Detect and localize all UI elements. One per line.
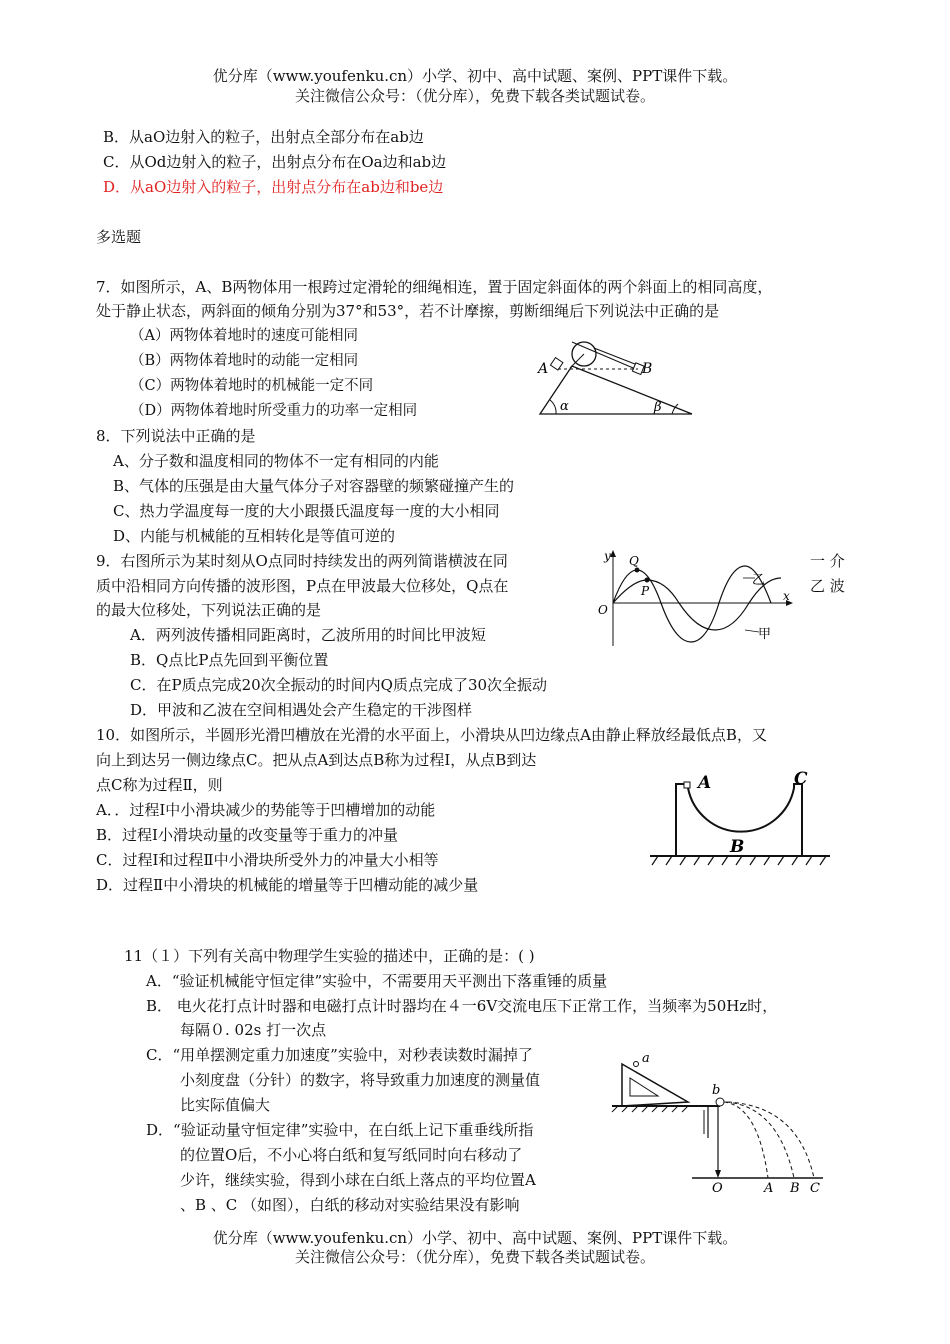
q10-option-a: A．．过程I中小滑块减少的势能等于凹槽增加的动能 [96,801,436,819]
q9-stem-1-right: 一 介 [810,552,845,570]
q11-option-c-1: C．“用单摆测定重力加速度”实验中，对秒表读数时漏掉了 [146,1046,533,1064]
q10-label-c: C [794,769,808,789]
q6-option-c: C．从Od边射入的粒子，出射点分布在Oa边和ab边 [103,153,447,171]
q11-stem: 11（１）下列有关高中物理学生实验的描述中，正确的是：( ) [124,947,535,965]
q6-option-b: B．从aO边射入的粒子，出射点全部分布在ab边 [103,128,424,146]
q9-option-a: A．两列波传播相同距离时，乙波所用的时间比甲波短 [130,626,486,644]
q7-label-alpha: α [560,399,569,414]
q9-option-d: D．甲波和乙波在空间相遇处会产生稳定的干涉图样 [130,701,473,719]
q10-groove-figure [648,768,833,868]
q9-label-y: y [604,549,611,563]
q7-option-b: （B）两物体着地时的动能一定相同 [130,353,359,369]
q11-label-b-ball: b [712,1083,721,1098]
q10-label-b: B [730,837,745,857]
q8-option-a: A、分子数和温度相同的物体不一定有相同的内能 [113,452,439,470]
q7-stem-1: 7．如图所示，A、B两物体用一根跨过定滑轮的细绳相连，置于固定斜面体的两个斜面上的相同高度， [96,278,773,296]
q8-option-d: D、内能与机械能的互相转化是等值可逆的 [113,527,396,545]
q11-label-c: C [810,1181,820,1196]
q7-label-b: B [642,361,653,377]
q9-stem-2-right: 乙 波 [810,577,845,595]
q11-option-d-3: 少许，继续实验，得到小球在白纸上落点的平均位置A [180,1171,536,1189]
q11-label-a: A [764,1181,774,1196]
footer-line-1: 优分库（www.youfenku.cn）小学、初中、高中试题、案例、PPT课件下载。 [212,1229,738,1247]
q9-label-o: O [598,603,608,617]
footer-line-2: 关注微信公众号：（优分库），免费下载各类试题试卷。 [294,1248,655,1266]
q9-stem-2: 质中沿相同方向传播的波形图，P点在甲波最大位移处，Q点在 [96,577,509,595]
q11-option-a: A．“验证机械能守恒定律”实验中，不需要用天平测出下落重锤的质量 [146,972,608,990]
q11-collision-figure [608,1050,833,1195]
q11-option-b-2: 每隔０. 02s 打一次点 [180,1021,327,1039]
q11-option-c-3: 比实际值偏大 [180,1096,271,1114]
q10-option-c: C．过程I和过程Ⅱ中小滑块所受外力的冲量大小相等 [96,851,439,869]
q10-stem-3: 点C称为过程Ⅱ，则 [96,776,223,794]
q9-label-x: x [783,589,790,603]
q6-option-d: D．从aO边射入的粒子，出射点分布在ab边和be边 [103,178,444,196]
q9-wave-figure [595,548,800,648]
q11-option-d-4: 、B 、C （如图），白纸的移动对实验结果没有影响 [180,1196,520,1214]
q11-option-b-1: B． 电火花打点计时器和电磁打点计时器均在４一6V交流电压下正常工作，当频率为50Hz时， [146,997,778,1015]
q8-option-b: B、气体的压强是由大量气体分子对容器壁的频繁碰撞产生的 [113,477,515,495]
q10-label-a: A [698,773,712,793]
q9-label-p: P [641,584,650,598]
q11-option-c-2: 小刻度盘（分针）的数字，将导致重力加速度的测量值 [180,1071,541,1089]
q10-option-b: B．过程I小滑块动量的改变量等于重力的冲量 [96,826,398,844]
q9-stem-1: 9．右图所示为某时刻从O点同时持续发出的两列简谐横波在同 [96,552,508,570]
q8-stem: 8．下列说法中正确的是 [96,427,256,445]
q7-option-c: （C）两物体着地时的机械能一定不同 [130,378,374,394]
q10-option-d: D．过程Ⅱ中小滑块的机械能的增量等于凹槽动能的减少量 [96,876,479,894]
q7-label-a: A [538,361,549,377]
q7-stem-2: 处于静止状态，两斜面的倾角分别为37°和53°，若不计摩擦，剪断细绳后下列说法中正确的是 [96,302,720,320]
q9-label-jia: 甲 [758,627,772,642]
header-line-2: 关注微信公众号：（优分库），免费下载各类试题试卷。 [294,87,655,105]
q8-option-c: C、热力学温度每一度的大小跟摄氏温度每一度的大小相同 [113,502,500,520]
q7-option-a: （A）两物体着地时的速度可能相同 [130,328,358,344]
q10-stem-2: 向上到达另一侧边缘点C。把从点A到达点B称为过程I，从点B到达 [96,751,537,769]
q9-stem-3: 的最大位移处，下列说法正确的是 [96,601,322,619]
q11-option-d-1: D．“验证动量守恒定律”实验中，在白纸上记下重垂线所指 [146,1121,534,1139]
q9-label-yi: 乙 [752,573,766,588]
q11-label-b: B [790,1181,800,1196]
section-title: 多选题 [96,228,142,246]
q9-option-b: B．Q点比P点先回到平衡位置 [130,651,329,669]
q11-label-a-ball: a [642,1051,650,1066]
q10-stem-1: 10．如图所示，半圆形光滑凹槽放在光滑的水平面上，小滑块从凹边缘点A由静止释放经最低点B，又 [96,726,767,744]
q7-option-d: （D）两物体着地时所受重力的功率一定相同 [130,403,418,419]
q11-label-o: O [712,1181,723,1196]
q9-label-q: Q [629,554,639,568]
header-line-1: 优分库（www.youfenku.cn）小学、初中、高中试题、案例、PPT课件下载。 [212,67,738,85]
q7-label-beta: β [654,400,662,415]
q11-option-d-2: 的位置O后，不小心将白纸和复写纸同时向右移动了 [180,1146,523,1164]
q9-option-c: C．在P质点完成20次全振动的时间内Q质点完成了30次全振动 [130,676,548,694]
q7-incline-figure [530,330,700,422]
